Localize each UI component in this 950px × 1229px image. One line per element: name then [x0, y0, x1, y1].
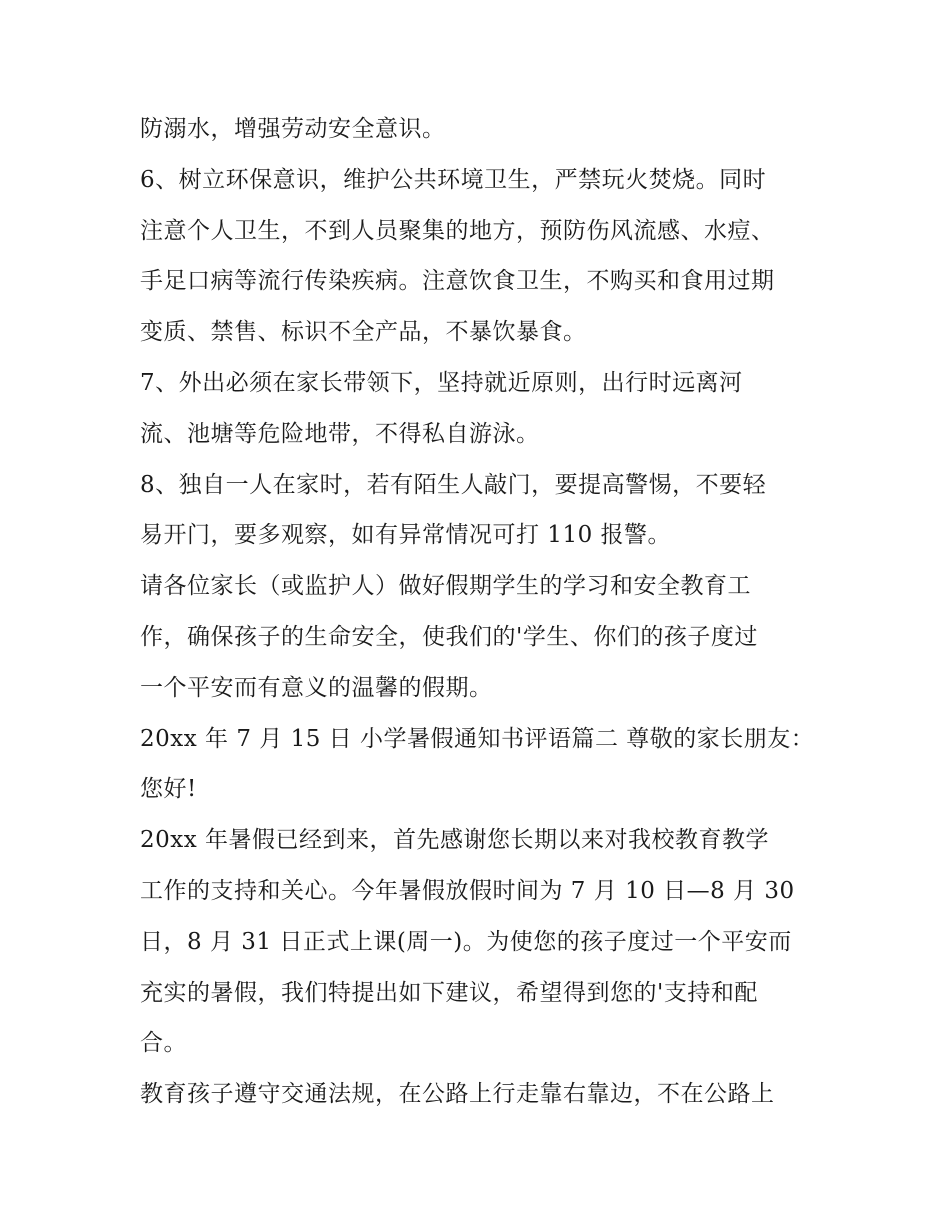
text-line: 8、独自一人在家时，若有陌生人敲门，要提高警惕，不要轻: [140, 471, 767, 498]
text-line: 20xx 年 7 月 15 日 小学暑假通知书评语篇二 尊敬的家长朋友：: [140, 725, 815, 752]
text-line: 充实的暑假，我们特提出如下建议，希望得到您的'支持和配: [140, 979, 758, 1006]
document-body: [140, 104, 830, 1120]
text-line: 防溺水，增强劳动安全意识。: [140, 116, 446, 142]
text-line: 教育孩子遵守交通法规，在公路上行走靠右靠边，不在公路上: [140, 1081, 775, 1108]
text-line: 20xx 年暑假已经到来，首先感谢您长期以来对我校教育教学: [140, 827, 770, 854]
text-line: 作，确保孩子的生命安全，使我们的'学生、你们的孩子度过: [140, 623, 758, 650]
text-line: 注意个人卫生，不到人员聚集的地方，预防伤风流感、水痘、: [140, 217, 775, 244]
text-line: 变质、禁售、标识不全产品，不暴饮暴食。: [140, 319, 587, 346]
text-line: 流、池塘等危险地带，不得私自游泳。: [140, 420, 540, 447]
text-line: 7、外出必须在家长带领下，坚持就近原则，出行时远离河: [140, 369, 743, 396]
text-line: 请各位家长（或监护人）做好假期学生的学习和安全教育工: [140, 573, 751, 600]
text-line: 工作的支持和关心。今年暑假放假时间为 7 月 10 日—8 月 30: [140, 877, 795, 904]
text-line: 6、树立环保意识，维护公共环境卫生，严禁玩火焚烧。同时: [140, 166, 767, 193]
text-line: 合。: [140, 1030, 187, 1057]
text-line: 您好!: [140, 776, 197, 803]
text-line: 一个平安而有意义的温馨的假期。: [140, 674, 493, 701]
text-line: 手足口病等流行传染疾病。注意饮食卫生，不购买和食用过期: [140, 268, 775, 295]
text-line: 日，8 月 31 日正式上课(周一)。为使您的孩子度过一个平安而: [140, 928, 792, 955]
text-line: 易开门，要多观察，如有异常情况可打 110 报警。: [140, 522, 672, 549]
